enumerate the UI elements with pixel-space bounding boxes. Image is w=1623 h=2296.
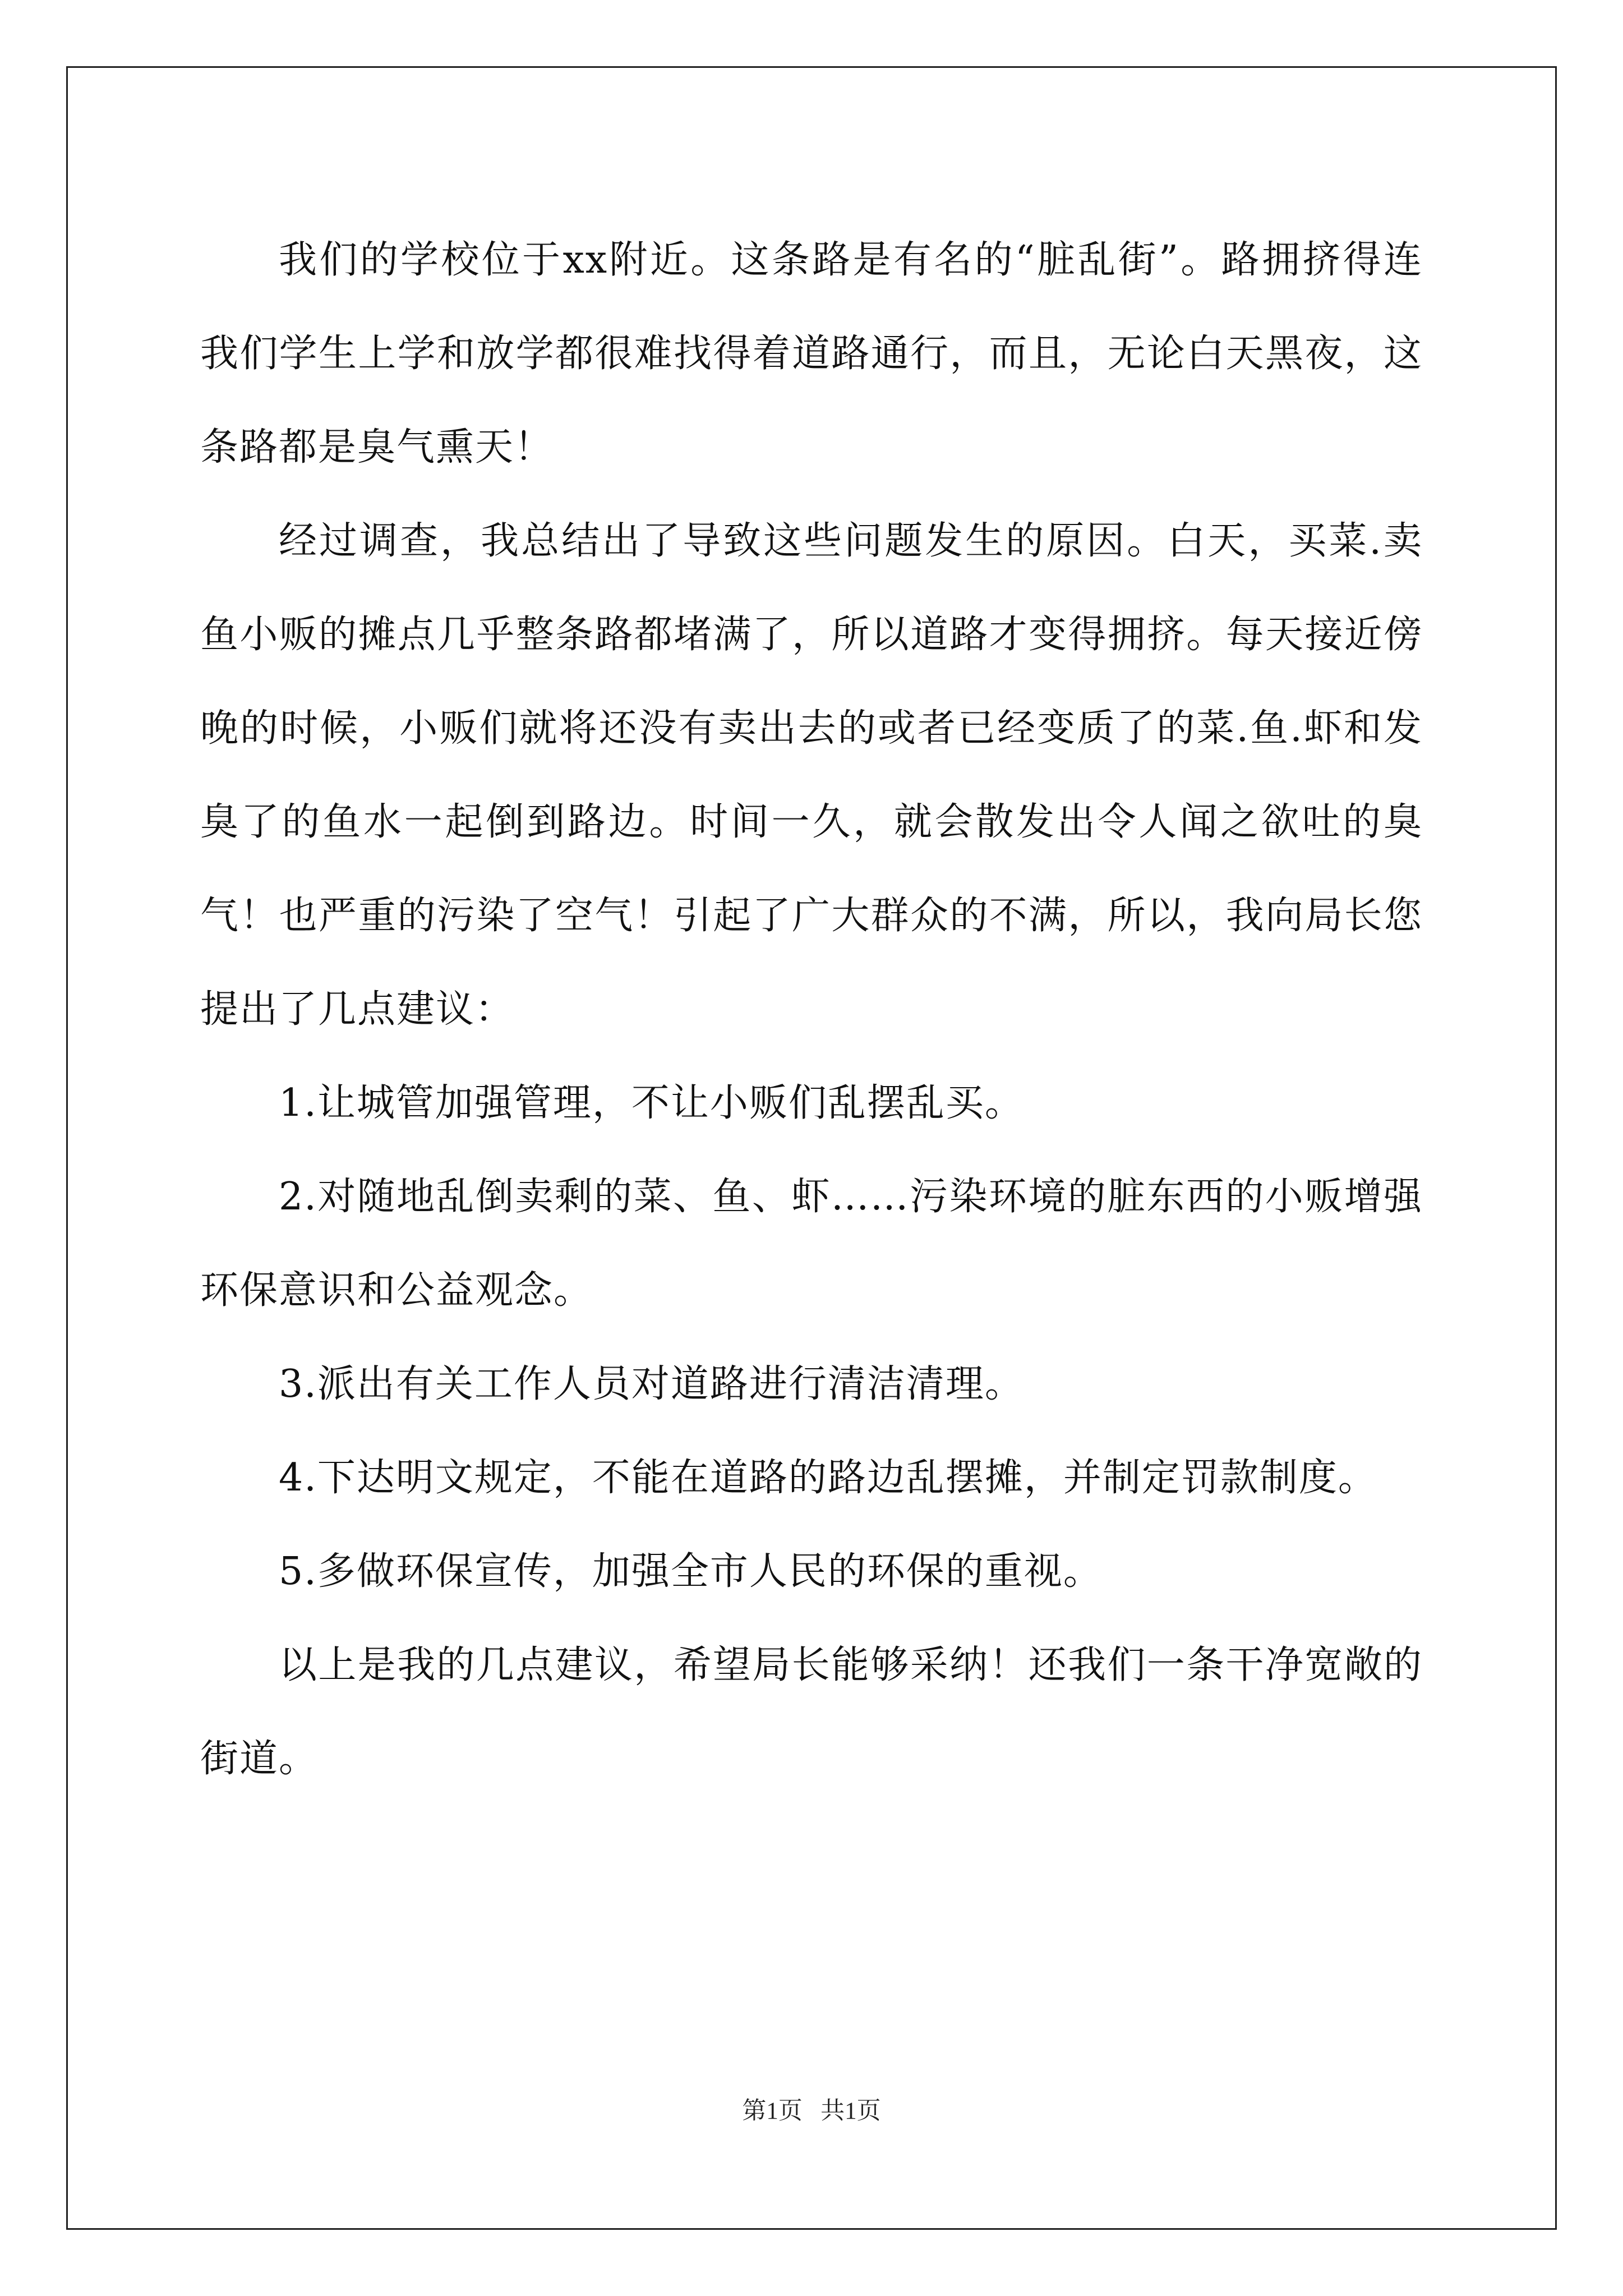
suggestion-item-4: 4.下达明文规定，不能在道路的路边乱摆摊，并制定罚款制度。 <box>279 1456 1377 1500</box>
suggestion-item-2: 2.对随地乱倒卖剩的菜、鱼、虾……污染环境的脏东西的小贩增强环保意识和公益观念。 <box>200 1175 1423 1313</box>
document-body <box>200 213 1423 1806</box>
page-number-footer: 第1页 共1页 <box>742 2098 881 2124</box>
suggestion-item-5: 5.多做环保宣传，加强全市人民的环保的重视。 <box>279 1549 1103 1594</box>
paragraph-conclusion: 以上是我的几点建议，希望局长能够采纳！还我们一条干净宽敞的街道。 <box>200 1643 1423 1781</box>
suggestion-item-1: 1.让城管加强管理，不让小贩们乱摆乱买。 <box>279 1081 1024 1125</box>
paragraph-intro: 我们的学校位于xx附近。这条路是有名的“脏乱街”。路拥挤得连我们学生上学和放学都很难找得着道路通行，而且，无论白天黑夜，这条路都是臭气熏天！ <box>200 238 1423 470</box>
suggestion-item-3: 3.派出有关工作人员对道路进行清洁清理。 <box>279 1362 1024 1406</box>
paragraph-investigation: 经过调查，我总结出了导致这些问题发生的原因。白天，买菜.卖鱼小贩的摊点几乎整条路都堵满了，所以道路才变得拥挤。每天接近傍晚的时候，小贩们就将还没有卖出去的或者已经变质了的菜.鱼.虾和发臭了的鱼水一起倒到路边。时间一久，就会散发出令人闻之欲吐的臭气！也严重的污染了空气！引起了广大群众的不满，所以，我向局长您提出了几点建议： <box>200 519 1423 1032</box>
